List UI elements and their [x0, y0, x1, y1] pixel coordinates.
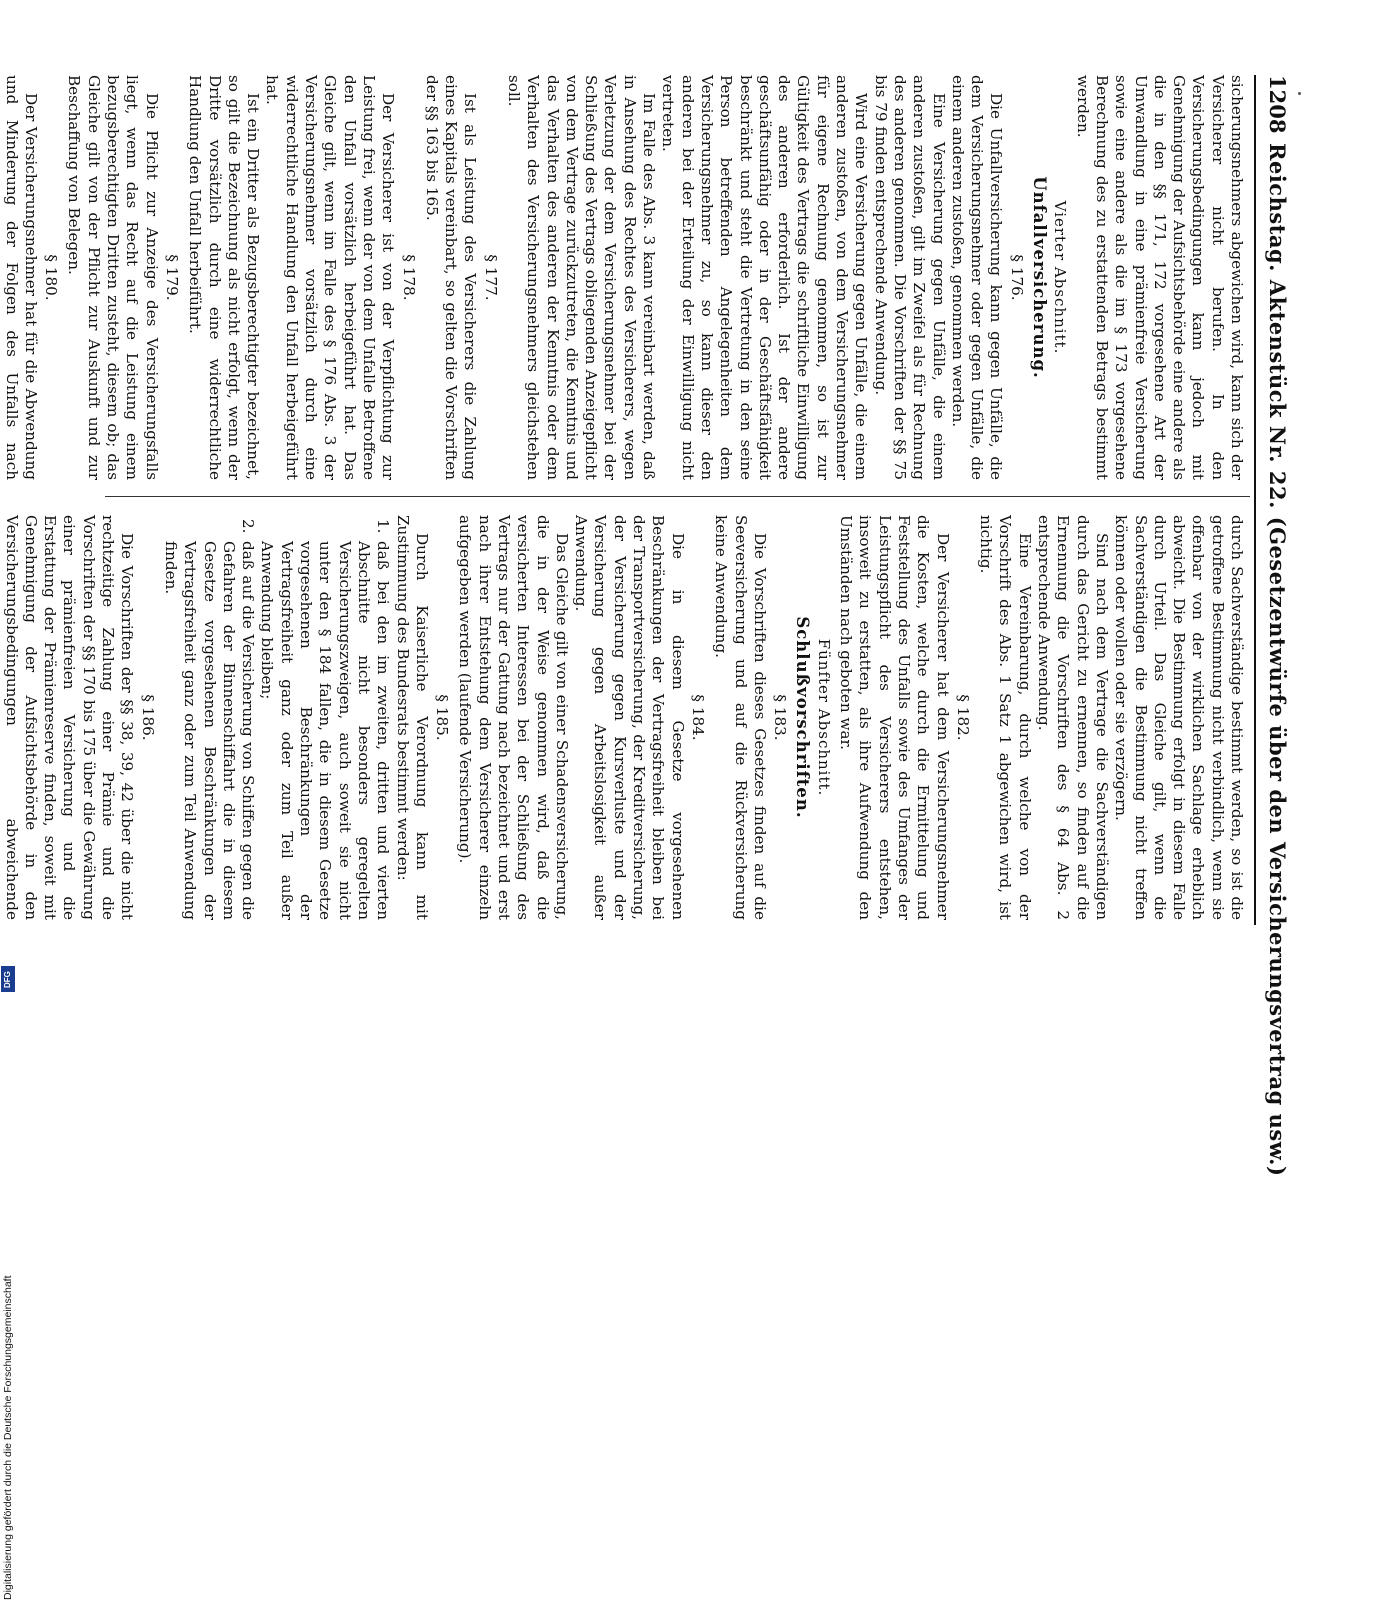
paragraph-heading: § 180. [42, 254, 61, 301]
paragraph-text: Im Falle des Abs. 3 kann vereinbart werden, daß in Ansehung des Rechtes des Versicherers, wegen Verletzung der dem Versicherungsnehmer bei der Schließung des Vertrags obliegenden Anzeigepflicht von dem Vertrage zurückzutreten, die Kenntnis und das Verhalten des anderen der Kenntnis oder dem Verhalten des Versicherungsnehmers gleichstehen soll. [505, 75, 659, 480]
list-item-text: daß auf die Versicherung von Schiffen gegen die Gefahren der Binnenschiffahrt die in diesem Gesetze vorgesehenen Beschränkungen der Vertragsfreiheit ganz oder zum Teil Anwendung finden. [161, 541, 258, 920]
list-number: 2. [239, 519, 258, 534]
column-divider [105, 496, 1250, 497]
paragraph-text: Die Unfallversicherung kann gegen Unfälle, die dem Versicherungsnehmer oder gegen Unfälle, die einem anderen zustoßen, genommen werden. [948, 75, 1006, 480]
paragraph-heading: § 185. [433, 694, 452, 741]
list-number: 1. [374, 519, 393, 534]
credit-text: Digitalisierung gefördert durch die Deutsche Forschungsgemeinschaft [2, 1275, 14, 1600]
paragraph-text: Eine Vereinbarung, durch welche von der Vorschrift des Abs. 1 Satz 1 abgewichen wird, ist nichtig. [977, 515, 1034, 920]
paragraph-heading: § 178. [399, 254, 418, 301]
paragraph-text: Ist als Leistung des Versicherers die Zahlung eines Kapitals vereinbart, so gelten die Vorschriften der §§ 163 bis 165. [422, 75, 480, 480]
continued-paragraph: durch Sachverständige bestimmt werden, so ist die getroffene Bestimmung nicht verbindlich, wenn sie offenbar von der wirklichen Sachlage erheblich abweicht. Die Bestimmung erfolgt in diesem Falle durch Urteil. Das Gleiche gilt, wenn die Sachverständigen die Bestimmung nicht treffen können oder wollen oder sie verzögern. [1112, 515, 1246, 920]
paragraph-text: Wird eine Versicherung gegen Unfälle, die einem anderen zustoßen, von dem Versicherungsnehmer für eigene Rechnung genommen, so ist zur Gültigkeit des Vertrags die schriftliche Einwilligung des anderen erforderlich. Ist der andere geschäftsunfähig oder in der Geschäftsfähigkeit beschränkt und steht die Vertretung in den seine Person betreffenden Angelegenheiten dem Versicherungsnehmer zu, so kann dieser den anderen bei der Erteilung der Einwilligung nicht vertreten. [659, 75, 871, 480]
paragraph-text: Die Pflicht zur Anzeige des Versicherungsfalls liegt, wenn das Recht auf die Leistung einem bezugsberechtigten Dritten zusteht, diesem ob; das Gleiche gilt von der Pflicht zur Auskunft und zur Beschaffung von Belegen. [65, 75, 161, 480]
paragraph-text: Ist ein Dritter als Bezugsberechtigter bezeichnet, so gilt die Bezeichnung als nicht erfolgt, wenn der Dritte vorsätzlich durch eine widerrechtliche Handlung den Unfall herbeiführt. [186, 75, 263, 480]
paragraph-text: Eine Versicherung gegen Unfälle, die einem anderen zustoßen, gilt im Zweifel als für Rechnung des anderen genommen. Die Vorschriften der §§ 75 bis 79 finden entsprechende Anwendung. [871, 75, 948, 480]
paragraph-text: Der Versicherer hat dem Versicherungsnehmer die Kosten, welche durch die Ermittelung und Feststellung des Unfalls sowie des Umfanges der Leistungspflicht des Versicherers entstehen, insoweit zu erstatten, als ihre Aufwendung den Umständen nach geboten war. [837, 515, 952, 920]
paragraph-text: Der Versicherungsnehmer hat für die Abwendung und Minderung der Folgen des Unfalls nach [2, 75, 40, 480]
paragraph-text: Der Versicherer ist von der Verpflichtung zur Leistung frei, wenn der von dem Unfalle Betroffene den Unfall vorsätzlich herbeigeführt hat. Das Gleiche gilt, wenn im Falle des § 176 Abs. 3 der Versicherungsnehmer vorsätzlich durch eine widerrechtliche Handlung den Unfall herbeigeführt hat. [263, 75, 398, 480]
list-item [161, 515, 257, 920]
paragraph-heading: § 177. [481, 254, 500, 301]
paragraph-text: Das Gleiche gilt von einer Schadensversicherung, die in der Weise genommen wird, daß die versicherten Interessen bei der Schließung des Vertrags nur der Gattung nach bezeichnet und erst nach ihrer Entstehung dem Versicherer einzeln aufgegeben werden (laufende Versicherung). [456, 515, 571, 920]
paragraph-text: Die Vorschriften der §§ 38, 39, 42 über die nicht rechtzeitige Zahlung einer Prämie und die Vorschriften der §§ 170 bis 175 über die Gewährung einer prämienfreien Versicherung und die Erstattung der Prämienreserve finden, soweit mit Genehmigung der Aufsichtsbehörde in den Versicherungsbedingungen abweichende [2, 515, 137, 920]
section-subtitle: Schlußvorschriften. [793, 616, 813, 819]
paragraph-heading: § 184. [688, 694, 707, 741]
continued-paragraph: sicherungsnehmers abgewichen wird, kann sich der Versicherer nicht berufen. In den Versicherungsbedingungen kann jedoch mit Genehmigung der Aufsichtsbehörde eine andere als die in den §§ 171, 172 vorgesehene Art der Umwandlung in eine prämienfreie Versicherung sowie eine andere als die im § 173 vorgesehene Berechnung des zu erstattenden Betrags bestimmt werden. [1073, 75, 1246, 480]
list-item-text: daß bei den im zweiten, dritten und vierten Abschnitte nicht besonders geregelten Versicherungszweigen, auch soweit sie nicht unter den § 184 fallen, die in diesem Gesetze vorgesehenen Beschränkungen der Vertragsfreiheit ganz oder zum Teil außer Anwendung bleiben; [258, 541, 393, 920]
page-header [1254, 75, 1290, 1177]
paragraph-heading: § 186. [138, 694, 157, 741]
list-item [257, 515, 392, 920]
section-title: Fünfter Abschnitt. [814, 638, 833, 797]
paragraph-text: Die Vorschriften dieses Gesetzes finden auf die Seeversicherung und auf die Rückversicherung keine Anwendung. [712, 515, 769, 920]
paragraph-text: Sind nach dem Vertrage die Sachverständigen durch das Gericht zu ernennen, so finden auf die Ernennung die Vorschriften des § 64 Abs. 2 entsprechende Anwendung. [1035, 515, 1111, 920]
section-title: Vierter Abschnitt. [1051, 200, 1070, 355]
digitization-credit [0, 995, 18, 1610]
left-column [0, 75, 1246, 480]
dfg-logo-text: DFG [3, 971, 12, 988]
page-number: 1208 [1265, 75, 1290, 134]
dfg-logo-icon [1, 966, 15, 992]
enumerated-list [161, 515, 393, 920]
running-title: Reichstag. Aktenstück Nr. 22. (Gesetzentwürfe über den Versicherungsvertrag usw.) [1265, 143, 1290, 1177]
right-column [0, 515, 1246, 920]
paragraph-heading: § 179. [162, 254, 181, 301]
section-subtitle: Unfallversicherung. [1030, 176, 1050, 379]
paragraph-text: Durch Kaiserliche Verordnung kann mit Zustimmung des Bundesrats bestimmt werden: [393, 515, 431, 920]
paragraph-heading: § 176. [1007, 254, 1026, 301]
paragraph-heading: § 182. [953, 694, 972, 741]
paragraph-heading: § 183. [771, 694, 790, 741]
paragraph-text: Die in diesem Gesetze vorgesehenen Beschränkungen der Vertragsfreiheit bleiben bei der Transportversicherung, der Kreditversicherung, der Versicherung gegen Kursverluste und der Versicherung gegen Arbeitslosigkeit außer Anwendung. [572, 515, 687, 920]
scan-speck [1298, 92, 1301, 95]
